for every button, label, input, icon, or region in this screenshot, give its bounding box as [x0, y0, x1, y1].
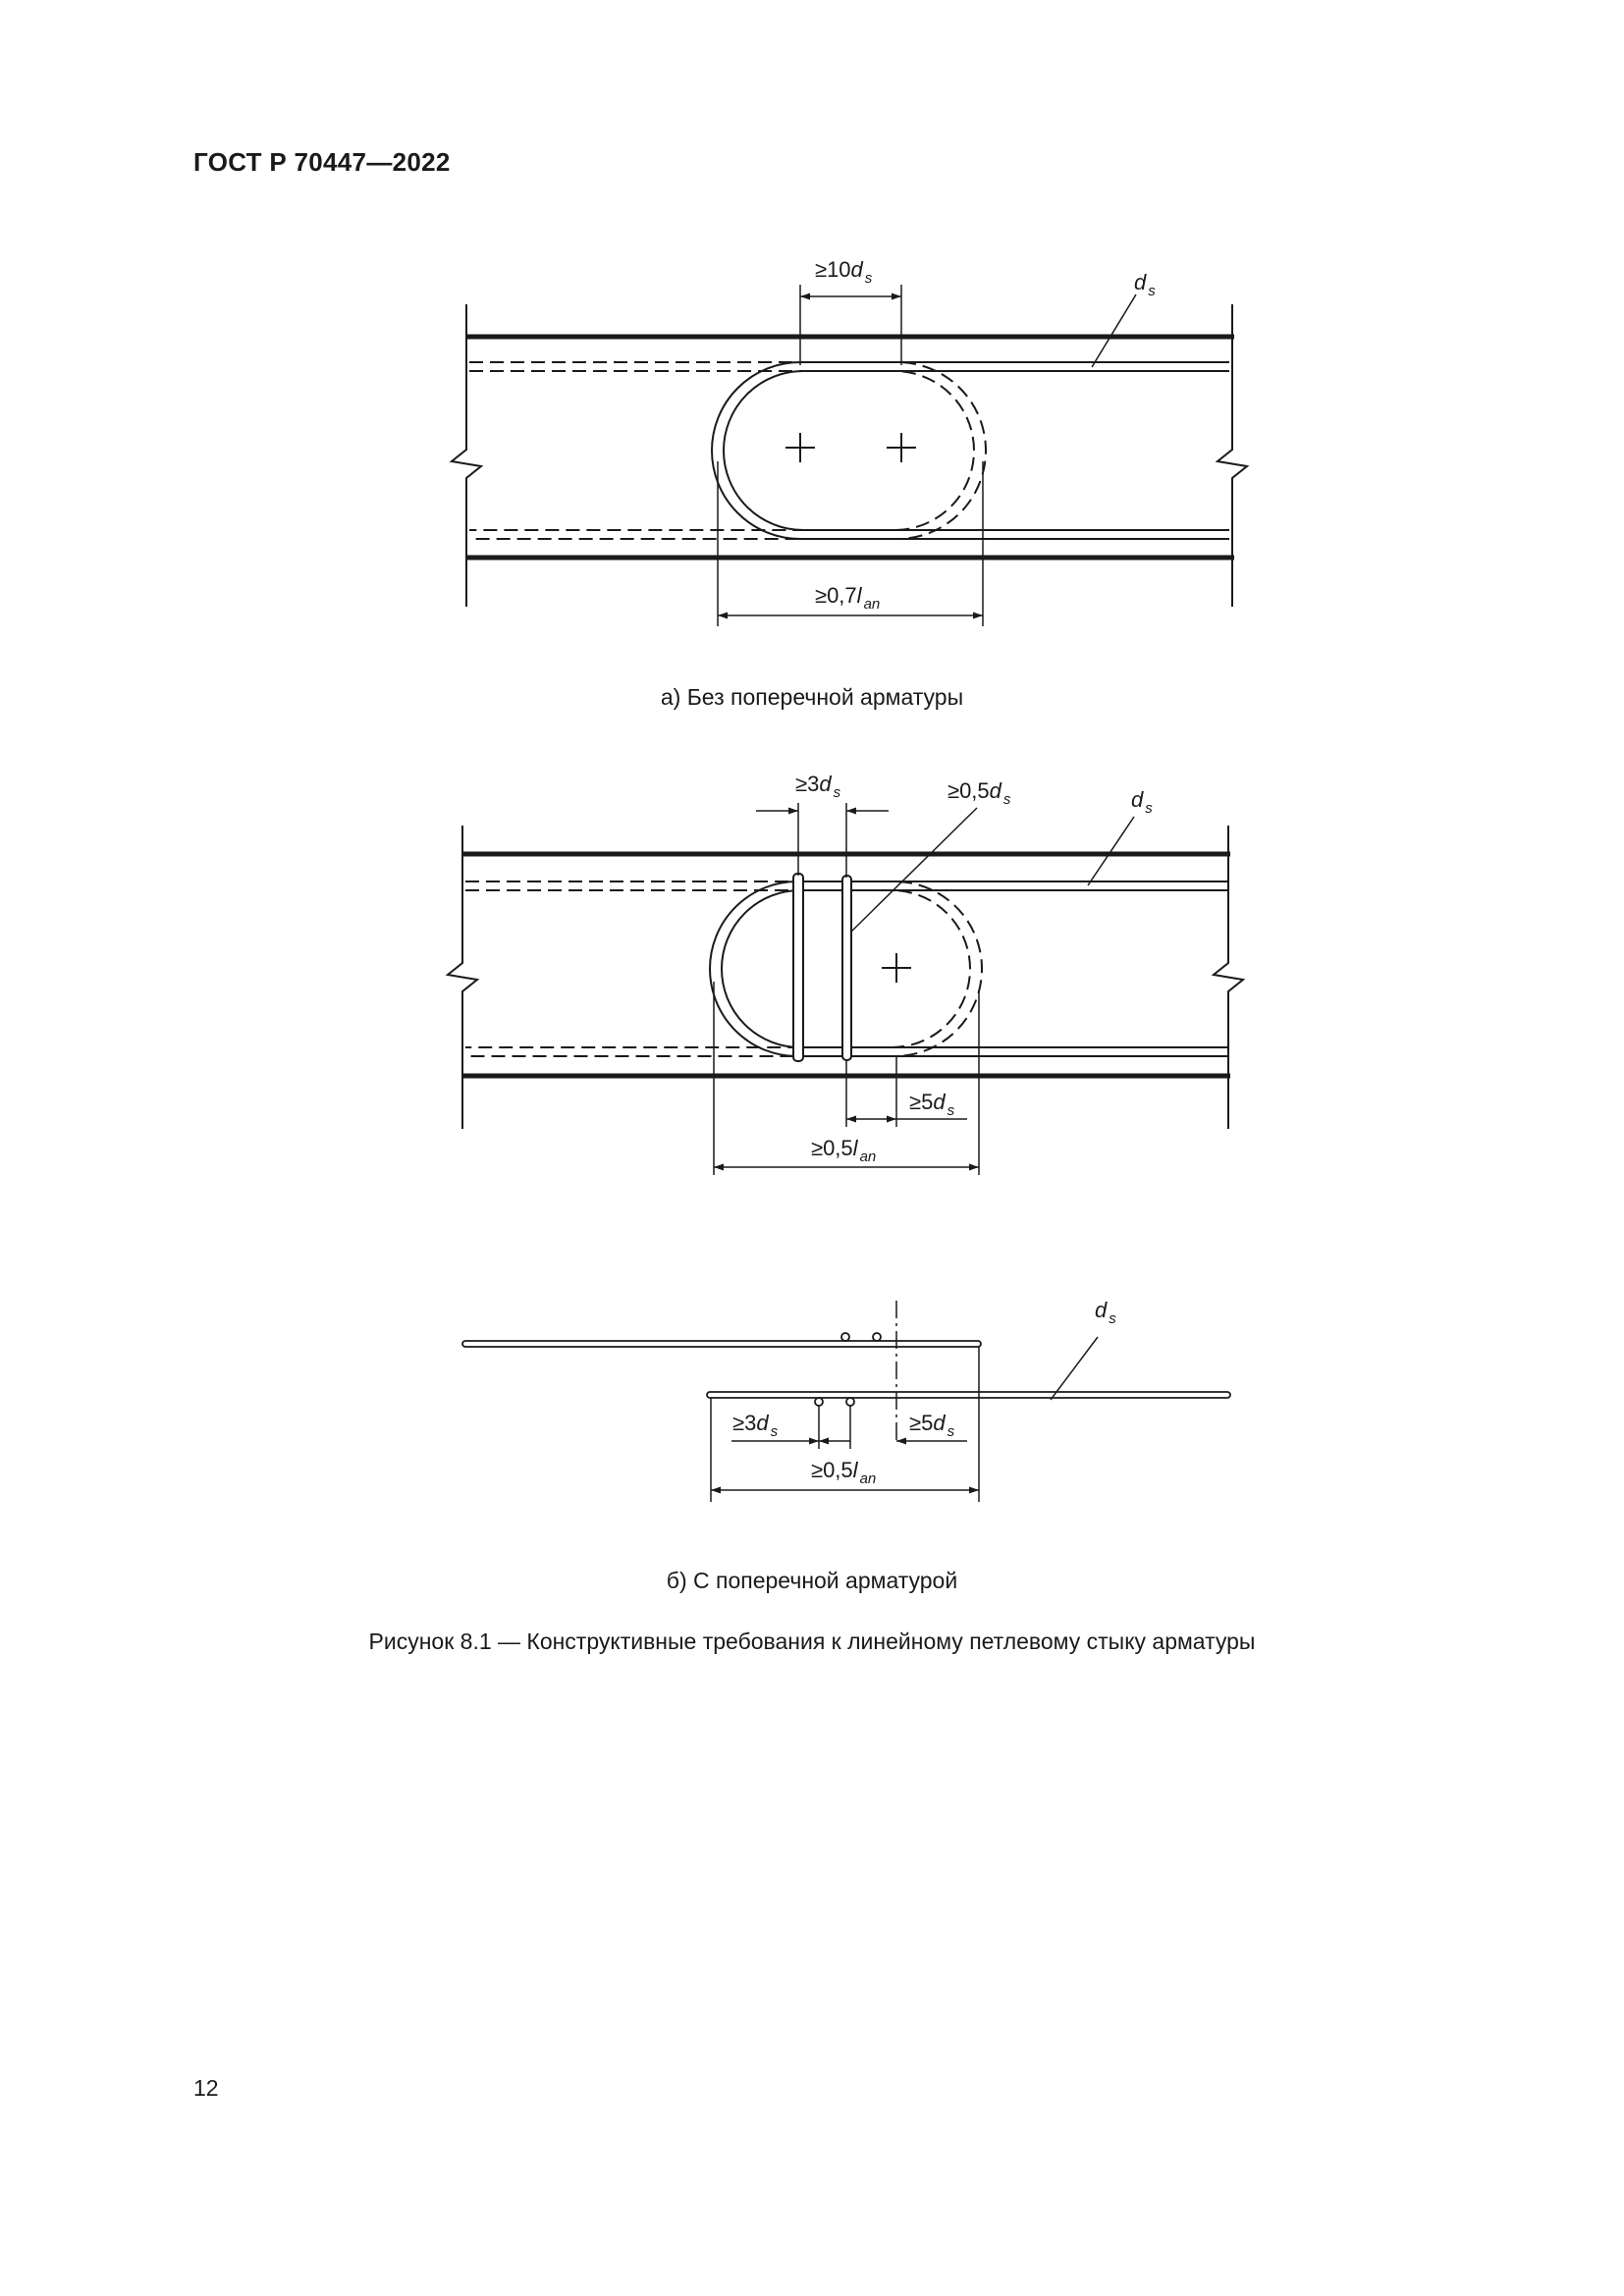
dim-label-section-bottom: ≥0,5l $_{an}$	[811, 1458, 877, 1487]
ds-label-section: d $_s$	[1095, 1298, 1116, 1327]
transverse-bar-section	[841, 1333, 849, 1341]
dim-label-section-left: ≥3d $_s$	[732, 1411, 779, 1440]
left-break-line	[452, 304, 481, 607]
ds-leader-b	[1088, 817, 1134, 885]
left-loop-bar-inner	[469, 371, 974, 530]
transverse-bar-section	[815, 1398, 823, 1406]
ds-label-a: d $_s$	[1134, 270, 1156, 299]
ds-leader-a	[1092, 294, 1136, 367]
transverse-bar-section	[846, 1398, 854, 1406]
transverse-bar-section	[873, 1333, 881, 1341]
right-break-line	[1218, 304, 1247, 607]
subfigure-a-caption: а) Без поперечной арматуры	[660, 684, 964, 710]
dim-label-right-b: ≥5d $_s$	[909, 1090, 955, 1119]
center-mark	[882, 953, 911, 983]
page-number: 12	[193, 2075, 219, 2101]
transverse-bar	[842, 876, 851, 1060]
right-loop-bar-outer	[710, 881, 1227, 1056]
subfigure-a-drawing	[452, 285, 1247, 626]
left-loop-bar-outer	[469, 362, 986, 539]
upper-bar-section	[462, 1341, 981, 1347]
subfigure-b-caption: б) С поперечной арматурой	[666, 1568, 958, 1593]
center-mark	[887, 433, 916, 462]
dim-label-bottom-b: ≥0,5l $_{an}$	[811, 1136, 877, 1165]
ds-label-b: d $_s$	[1131, 787, 1153, 817]
center-mark	[785, 433, 815, 462]
ds-leader-section	[1051, 1337, 1098, 1400]
subfigure-b-plan-drawing	[448, 803, 1243, 1175]
dim-label-top-a: ≥10d $_s$	[815, 257, 873, 287]
dim-label-top-b: ≥3d $_s$	[795, 772, 841, 801]
dim-label-bottom-a: ≥0,7l $_{an}$	[815, 583, 881, 613]
lower-bar-section	[707, 1392, 1230, 1398]
transverse-bar	[793, 874, 803, 1061]
left-break-line	[448, 826, 477, 1129]
right-loop-bar-outer	[712, 362, 1229, 539]
figure-title: Рисунок 8.1 — Конструктивные требования к линейному петлевому стыку арматуры	[368, 1629, 1256, 1654]
standard-number: ГОСТ Р 70447—2022	[193, 147, 451, 177]
dim-label-bar-b: ≥0,5d $_s$	[947, 778, 1011, 808]
dim-label-section-right: ≥5d $_s$	[909, 1411, 955, 1440]
right-break-line	[1214, 826, 1243, 1129]
bar-diameter-leader	[850, 808, 977, 933]
